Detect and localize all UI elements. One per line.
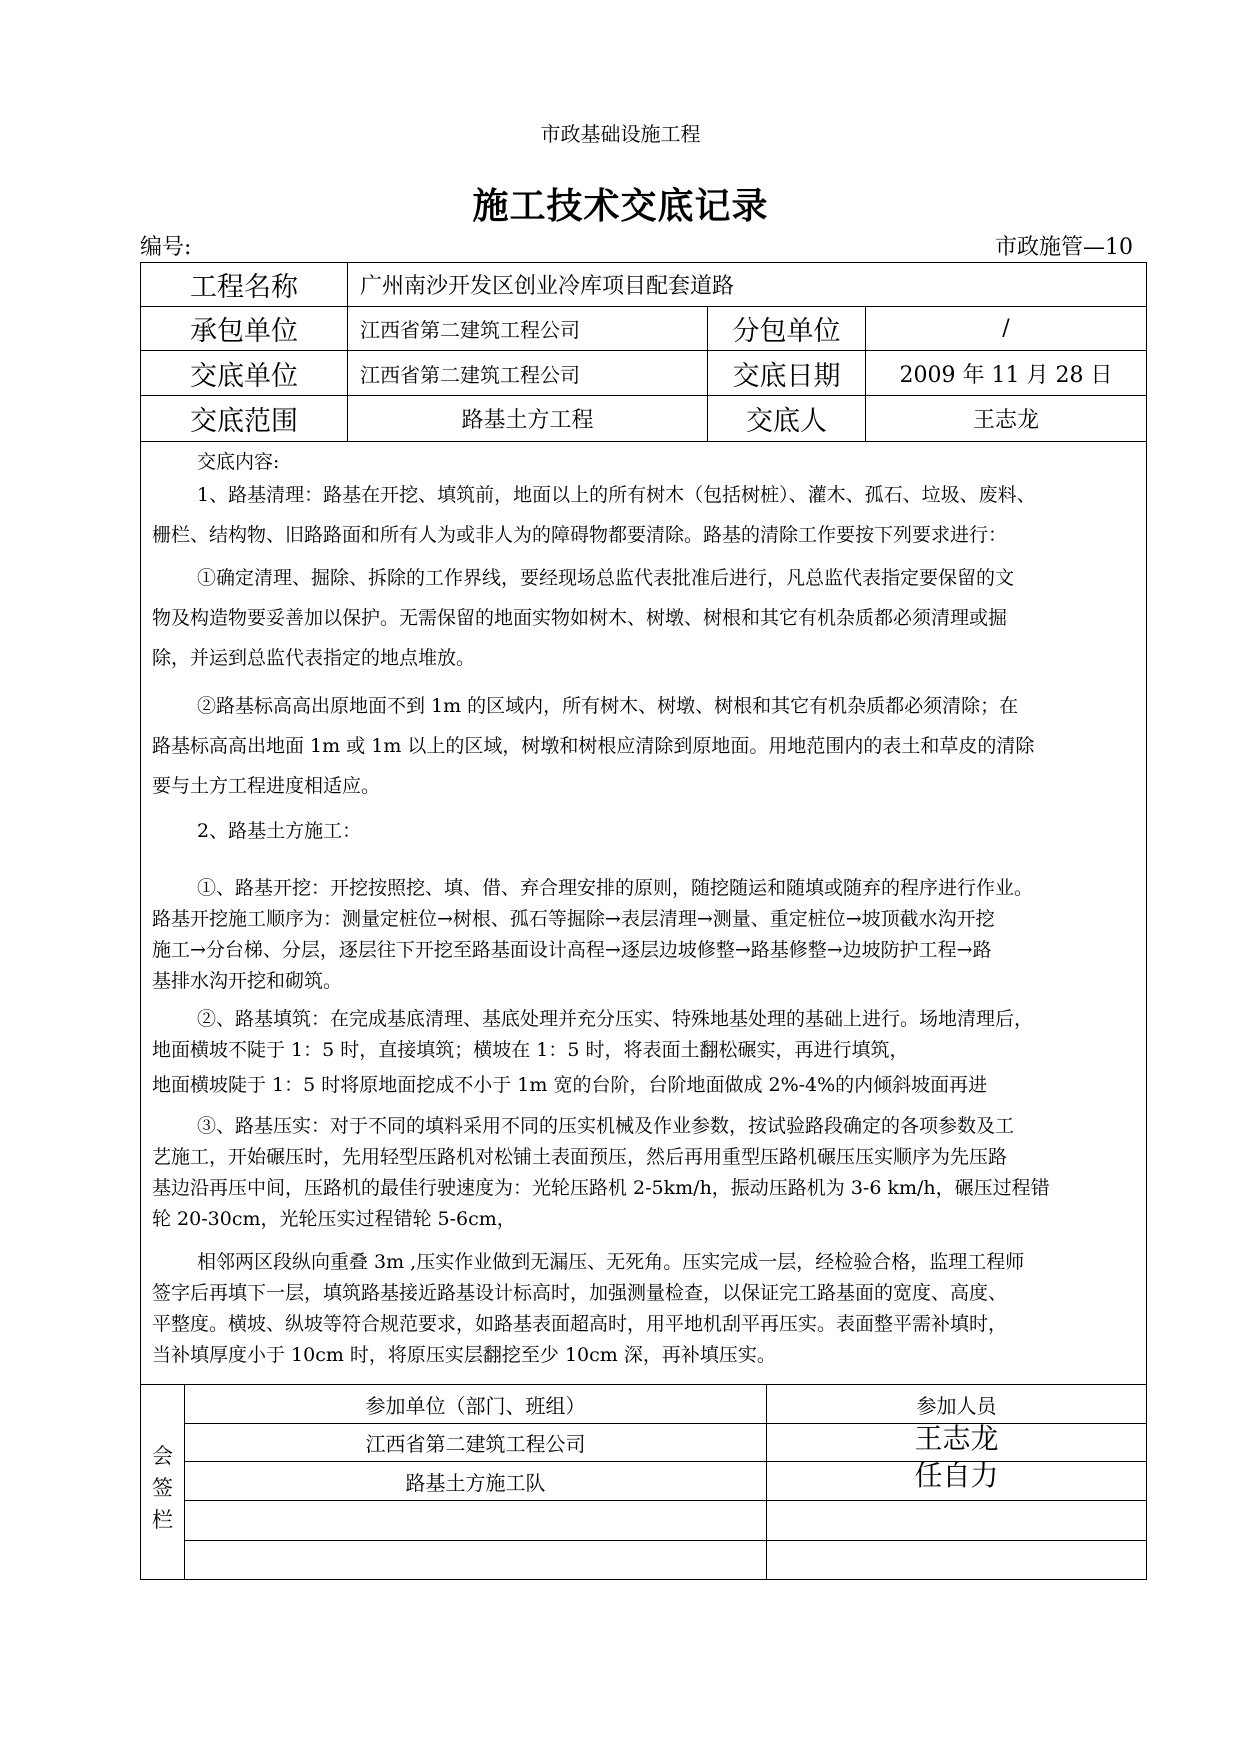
date-value: 2009 年 11 月 28 日: [899, 362, 1113, 388]
signoff-unit-cell: [185, 1541, 766, 1579]
subcontractor-label: 分包单位: [732, 316, 841, 347]
contractor-value: 江西省第二建筑工程公司: [360, 318, 580, 342]
project-type-heading: 市政基础设施工程: [540, 122, 701, 146]
paragraph-line: 平整度。横坡、纵坡等符合规范要求，如路基表面超高时，用平地机刮平再压实。表面整平需补填时，: [152, 1313, 1008, 1335]
scope-value: 路基土方工程: [461, 408, 594, 433]
paragraph-line: 签字后再填下一层，填筑路基接近路基设计标高时，加强测量检查，以保证完工路基面的宽度、高度、: [152, 1282, 1008, 1304]
scope-label: 交底范围: [190, 406, 298, 437]
contractor-label: 承包单位: [190, 316, 298, 347]
signoff-side-label-3: 栏: [152, 1508, 173, 1532]
paragraph-line: ①确定清理、掘除、拆除的工作界线，要经现场总监代表批准后进行，凡总监代表指定要保留的文: [197, 567, 1015, 589]
column-header-person: 参加人员: [916, 1393, 997, 1418]
column-header-unit: 参加单位（部门、班组）: [365, 1393, 586, 1418]
paragraph-line: 除，并运到总监代表指定的地点堆放。: [152, 647, 476, 669]
code-label: 编号:: [140, 235, 192, 260]
signoff-unit-cell: 路基土方施工队: [405, 1470, 546, 1495]
person-label: 交底人: [746, 406, 827, 437]
signoff-side-label-1: 会: [152, 1444, 173, 1468]
project-name-label: 工程名称: [190, 272, 298, 303]
signoff-person-cell: [767, 1541, 1146, 1579]
content-heading: 交底内容:: [197, 451, 280, 473]
paragraph-line: 施工→分台梯、分层，逐层往下开挖至路基面设计高程→逐层边坡修整→路基修整→边坡防护工程→路: [152, 939, 992, 961]
paragraph-line: 基边沿再压中间，压路机的最佳行驶速度为：光轮压路机 2-5km/h，振动压路机为 3-6 km/h，碾压过程错: [152, 1177, 1050, 1199]
paragraph-line: 要与土方工程进度相适应。: [152, 775, 381, 797]
signoff-person-cell: 任自力: [914, 1459, 999, 1492]
paragraph-line: ①、路基开挖：开挖按照挖、填、借、弃合理安排的原则，随挖随运和随填或随弃的程序进行作业。: [197, 877, 1034, 899]
paragraph-line: 路基标高高出地面 1m 或 1m 以上的区域，树墩和树根应清除到原地面。用地范围内的表土和草皮的清除: [152, 735, 1035, 757]
paragraph-line: 物及构造物要妥善加以保护。无需保留的地面实物如树木、树墩、树根和其它有机杂质都必须清理或掘: [152, 607, 1008, 629]
paragraph-line: 2、路基土方施工：: [197, 820, 362, 842]
paragraph-line: ③、路基压实：对于不同的填料采用不同的压实机械及作业参数，按试验路段确定的各项参数及工: [197, 1115, 1015, 1137]
signoff-unit-cell: [185, 1501, 766, 1540]
person-value: 王志龙: [972, 408, 1039, 433]
code-value: 市政施管—10: [995, 235, 1133, 260]
disclosing-unit-label: 交底单位: [190, 360, 298, 392]
paragraph-line: 1、路基清理：路基在开挖、填筑前，地面以上的所有树木（包括树桩）、灌木、孤石、垃圾、废料、: [197, 484, 1036, 506]
disclosing-unit-value: 江西省第二建筑工程公司: [360, 362, 580, 387]
signoff-unit-cell: 江西省第二建筑工程公司: [365, 1432, 586, 1456]
signoff-person-cell: 王志龙: [914, 1421, 999, 1455]
paragraph-line: 艺施工，开始碾压时，先用轻型压路机对松铺土表面预压，然后再用重型压路机碾压压实顺序为先压路: [152, 1146, 1008, 1168]
paragraph-line: 栅栏、结构物、旧路路面和所有人为或非人为的障碍物都要清除。路基的清除工作要按下列要求进行：: [152, 524, 1008, 546]
paragraph-line: ②路基标高高出原地面不到 1m 的区域内，所有树木、树墩、树根和其它有机杂质都必须清除；在: [197, 695, 1019, 717]
document-title: 施工技术交底记录: [472, 185, 769, 227]
paragraph-line: ②、路基填筑：在完成基底清理、基底处理并充分压实、特殊地基处理的基础上进行。场地清理后，: [197, 1008, 1034, 1030]
signoff-side-label-2: 签: [152, 1476, 173, 1500]
project-name-value: 广州南沙开发区创业冷库项目配套道路: [360, 274, 735, 299]
paragraph-line: 轮 20-30cm，光轮压实过程错轮 5-6cm，: [152, 1208, 516, 1230]
paragraph-line: 基排水沟开挖和砌筑。: [152, 970, 343, 992]
subcontractor-value: /: [1002, 316, 1010, 341]
signoff-person-cell: [767, 1501, 1146, 1540]
paragraph-line: 地面横坡不陡于 1：5 时，直接填筑；横坡在 1：5 时，将表面土翻松碾实，再进行填筑，: [152, 1039, 909, 1061]
paragraph-line: 相邻两区段纵向重叠 3m ,压实作业做到无漏压、无死角。压实完成一层，经检验合格，监理工程师: [197, 1251, 1025, 1273]
date-label: 交底日期: [732, 360, 841, 392]
paragraph-line: 地面横坡陡于 1：5 时将原地面挖成不小于 1m 宽的台阶，台阶地面做成 2%-4%的内倾斜坡面再进: [152, 1074, 988, 1096]
paragraph-line: 路基开挖施工顺序为：测量定桩位→树根、孤石等掘除→表层清理→测量、重定桩位→坡顶截水沟开挖: [152, 908, 995, 930]
paragraph-line: 当补填厚度小于 10cm 时，将原压实层翻挖至少 10cm 深，再补填压实。: [152, 1344, 776, 1366]
